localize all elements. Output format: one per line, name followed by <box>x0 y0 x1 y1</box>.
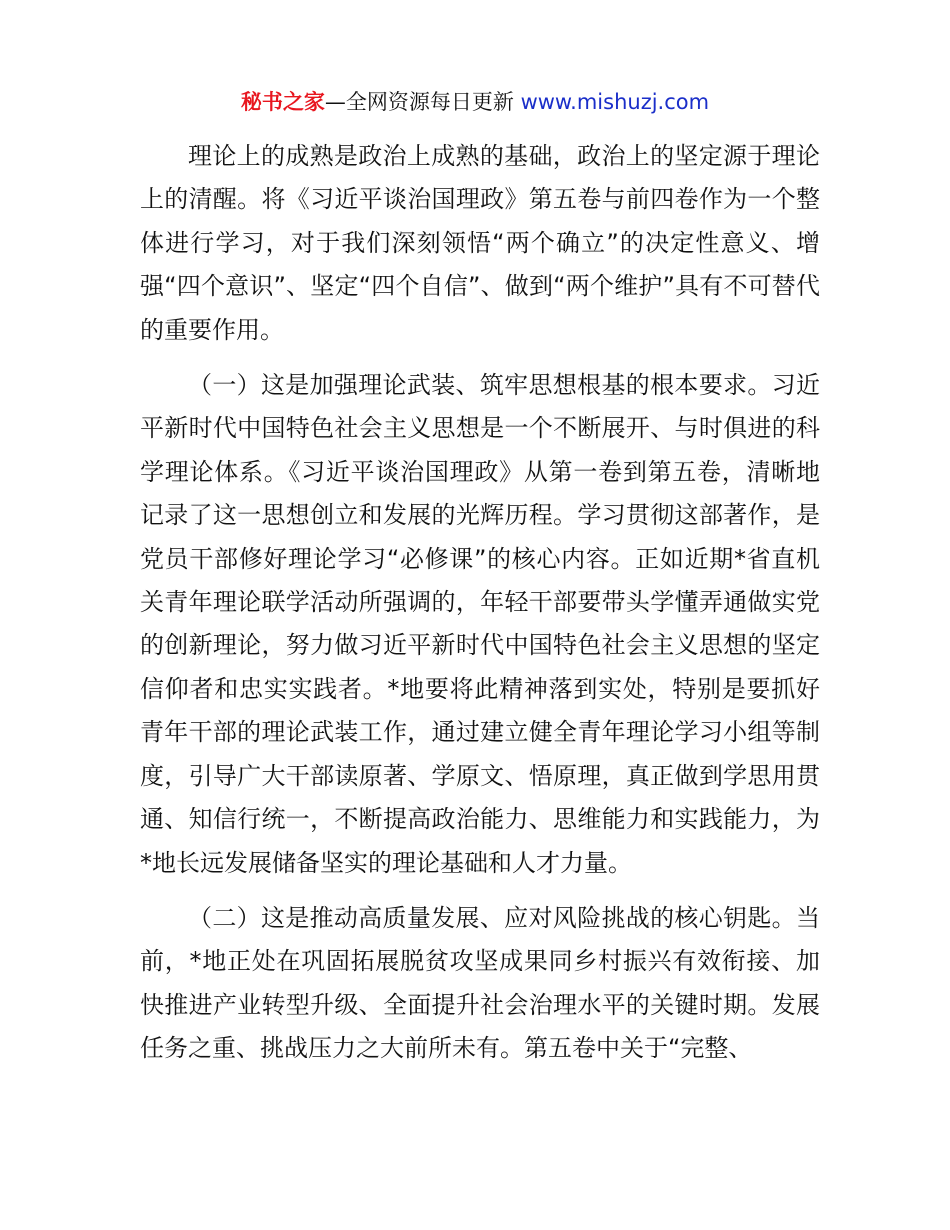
paragraph-section-one: （一）这是加强理论武装、筑牢思想根基的根本要求。习近平新时代中国特色社会主义思想是一个不断展开、与时俱进的科学理论体系。《习近平谈治国理政》从第一卷到第五卷，清晰地记录了这一思想创立和发展的光辉历程。学习贯彻这部著作，是党员干部修好理论学习“必修课”的核心内容。正如近期*省直机关青年理论联学活动所强调的，年轻干部要带头学懂弄通做实党的创新理论，努力做习近平新时代中国特色社会主义思想的坚定信仰者和忠实实践者。*地要将此精神落到实处，特别是要抓好青年干部的理论武装工作，通过建立健全青年理论学习小组等制度，引导广大干部读原著、学原文、悟原理，真正做到学思用贯通、知信行统一，不断提高政治能力、思维能力和实践能力，为*地长远发展储备坚实的理论基础和人才力量。 <box>140 371 820 877</box>
page-header <box>0 86 950 118</box>
header-slogan: —全网资源每日更新 <box>324 90 521 114</box>
paragraph-intro: 理论上的成熟是政治上成熟的基础，政治上的坚定源于理论上的清醒。将《习近平谈治国理政》第五卷与前四卷作为一个整体进行学习，对于我们深刻领悟“两个确立”的决定性意义、增强“四个意识”、坚定“四个自信”、做到“两个维护”具有不可替代的重要作用。 <box>140 142 820 344</box>
paragraph-section-two: （二）这是推动高质量发展、应对风险挑战的核心钥匙。当前，*地正处在巩固拓展脱贫攻坚成果同乡村振兴有效衔接、加快推进产业转型升级、全面提升社会治理水平的关键时期。发展任务之重、挑战压力之大前所未有。第五卷中关于“完整、 <box>140 903 820 1063</box>
site-url-link[interactable]: www.mishuzj.com <box>520 90 710 114</box>
document-body <box>140 135 820 1071</box>
brand-name: 秘书之家 <box>240 90 325 114</box>
